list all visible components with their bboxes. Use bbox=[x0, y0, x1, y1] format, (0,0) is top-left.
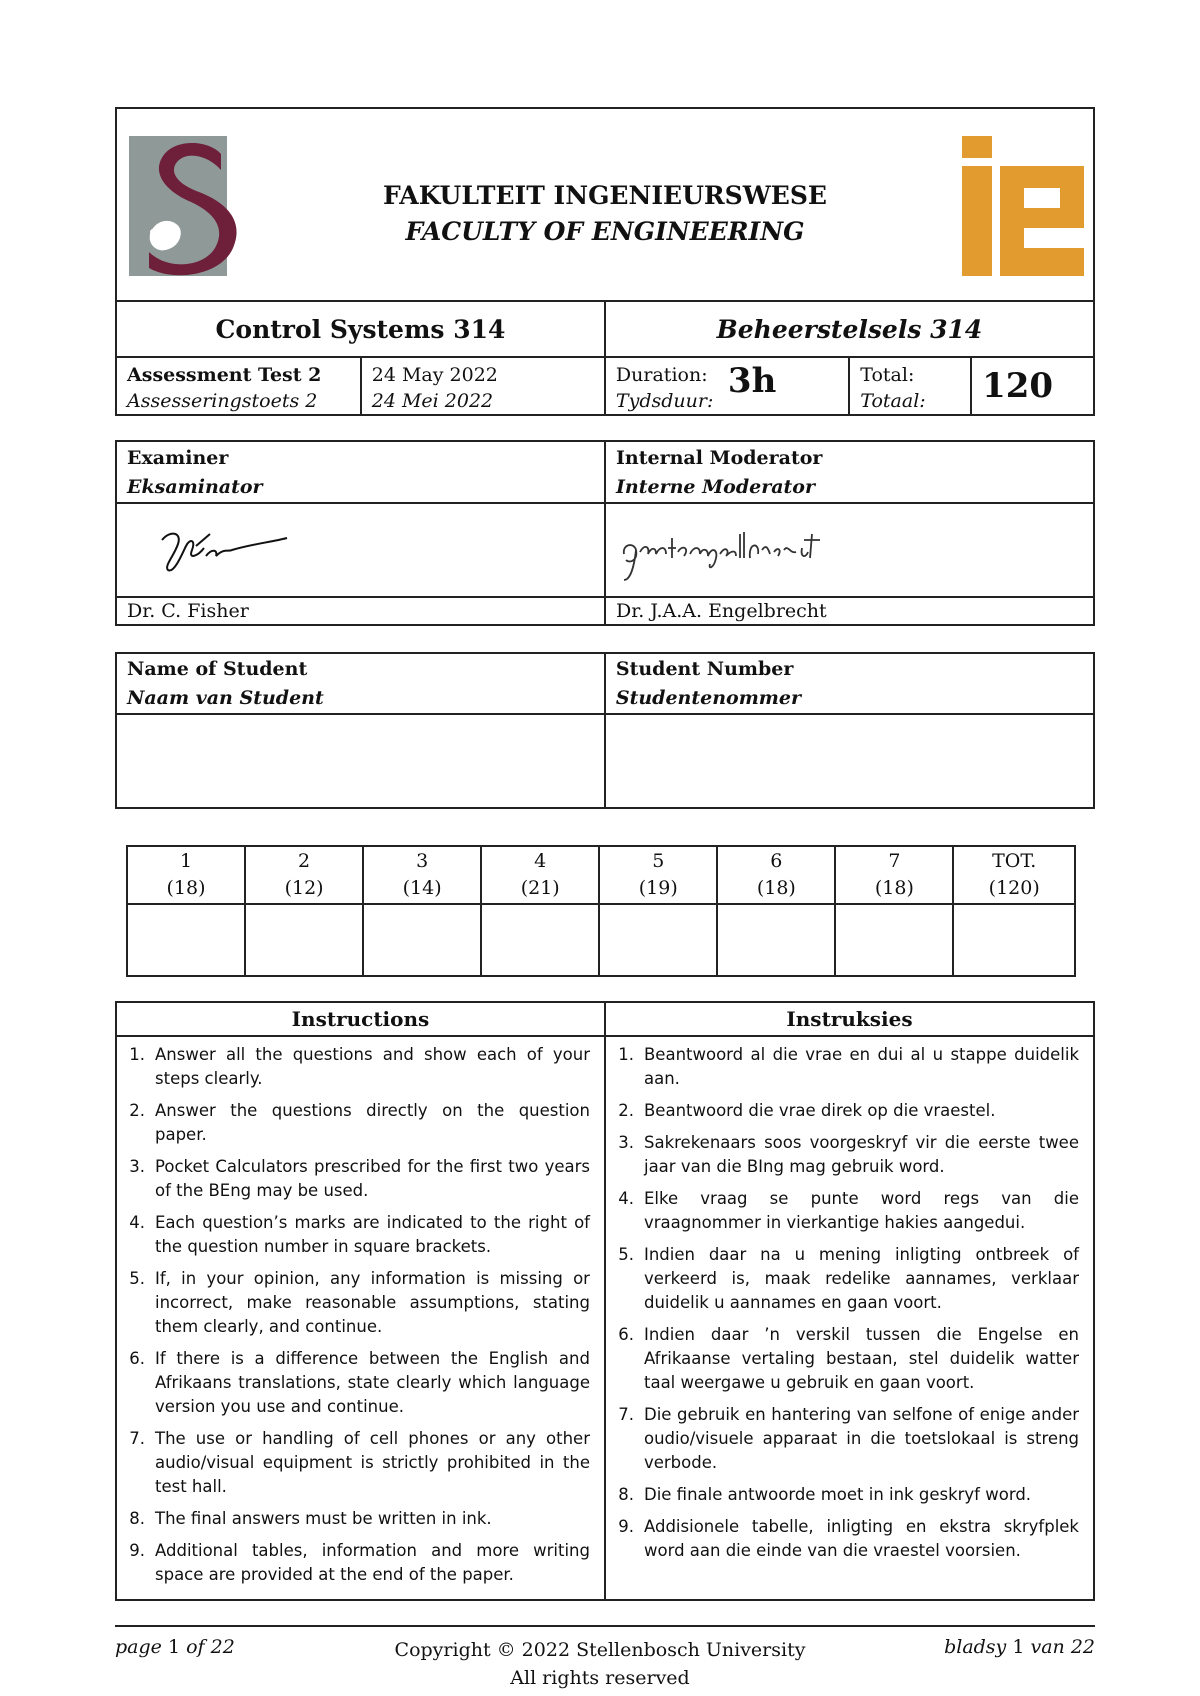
instruction-text: Beantwoord die vrae direk op die vraestel. bbox=[643, 1101, 996, 1120]
moderator-header bbox=[605, 441, 1094, 503]
instruction-number: 7. bbox=[618, 1405, 634, 1424]
instructions-list-en bbox=[117, 1039, 594, 1599]
question-number: 2 bbox=[298, 850, 311, 872]
question-number: 1 bbox=[179, 850, 193, 872]
total-label-en: Total: bbox=[860, 364, 915, 386]
instruction-number: 5. bbox=[618, 1245, 634, 1264]
date-en: 24 May 2022 bbox=[371, 364, 498, 386]
student-name-label-af: Naam van Student bbox=[127, 687, 324, 709]
page-num: 1 bbox=[167, 1636, 181, 1658]
moderator-label-en: Internal Moderator bbox=[616, 447, 823, 469]
instruction-number: 4. bbox=[618, 1189, 634, 1208]
instruction-text: Pocket Calculators prescribed for the first two years of the BEng may be used. bbox=[155, 1157, 590, 1200]
duration-label-af: Tydsduur: bbox=[615, 390, 714, 412]
instruction-number: 6. bbox=[618, 1325, 634, 1344]
marks-entry-q8[interactable] bbox=[953, 904, 1075, 976]
marks-table bbox=[126, 845, 1076, 977]
marks-header-q4 bbox=[481, 846, 599, 904]
duration-value: 3h bbox=[727, 361, 777, 401]
question-number: TOT. bbox=[992, 850, 1037, 872]
instructions-list-af bbox=[606, 1039, 1083, 1575]
instruction-item bbox=[117, 1347, 590, 1419]
bladsy-van: van 22 bbox=[1030, 1636, 1095, 1658]
examiner-label-af: Eksaminator bbox=[127, 476, 263, 498]
instruction-item bbox=[117, 1155, 590, 1203]
engineering-logo bbox=[962, 136, 1084, 276]
moderator-signature-cell bbox=[605, 503, 1094, 597]
instruction-item bbox=[606, 1403, 1079, 1475]
course-name-en: Control Systems 314 bbox=[116, 301, 605, 357]
faculty-title-en: FACULTY OF ENGINEERING bbox=[405, 217, 805, 246]
moderator-name: Dr. J.A.A. Engelbrecht bbox=[605, 597, 1094, 625]
instruction-item bbox=[606, 1515, 1079, 1563]
marks-header-q2 bbox=[245, 846, 363, 904]
instruction-number: 6. bbox=[129, 1349, 145, 1368]
instruction-item bbox=[117, 1211, 590, 1259]
question-max-marks: (18) bbox=[166, 877, 206, 899]
instruction-text: Addisionele tabelle, inligting en ekstra skryfplek word aan die einde van die vraestel voorsien. bbox=[643, 1517, 1079, 1560]
copyright bbox=[300, 1636, 900, 1692]
instructions-title-en: Instructions bbox=[116, 1002, 605, 1036]
instruction-item bbox=[606, 1099, 1079, 1123]
instruction-item bbox=[117, 1539, 590, 1587]
instruction-text: Indien daar ’n verskil tussen die Engelse en Afrikaanse vertaling bestaan, stel duidelik watter taal weergawe u gebruik en gaan voort. bbox=[643, 1325, 1079, 1392]
instructions-en-cell bbox=[116, 1036, 605, 1600]
page-number-af bbox=[944, 1636, 1095, 1658]
student-number-header bbox=[605, 653, 1094, 714]
marks-entry-q5[interactable] bbox=[599, 904, 717, 976]
marks-entry-q1[interactable] bbox=[127, 904, 245, 976]
instruction-number: 5. bbox=[129, 1269, 145, 1288]
instruction-text: Beantwoord al die vrae en dui al u stappe duidelik aan. bbox=[643, 1045, 1079, 1088]
question-max-marks: (18) bbox=[756, 877, 796, 899]
test-name-af: Assesseringstoets 2 bbox=[127, 390, 318, 412]
marks-entry-q6[interactable] bbox=[717, 904, 835, 976]
instructions-title-af: Instruksies bbox=[605, 1002, 1094, 1036]
moderator-signature bbox=[616, 524, 826, 584]
duration-cell bbox=[605, 357, 849, 415]
instruction-number: 7. bbox=[129, 1429, 145, 1448]
instruction-number: 2. bbox=[129, 1101, 145, 1120]
marks-entry-q3[interactable] bbox=[363, 904, 481, 976]
question-max-marks: (19) bbox=[638, 877, 678, 899]
student-number-label-en: Student Number bbox=[615, 658, 794, 680]
bladsy-num: 1 bbox=[1012, 1636, 1025, 1658]
student-number-field[interactable] bbox=[605, 714, 1094, 808]
instruction-text: If, in your opinion, any information is missing or incorrect, make reasonable assumptions, stating them clearly, and continue. bbox=[155, 1269, 590, 1336]
footer-rule bbox=[115, 1625, 1095, 1627]
page-word: page bbox=[115, 1636, 162, 1658]
instruction-text: Each question’s marks are indicated to the right of the question number in square brackets. bbox=[155, 1213, 590, 1256]
instruction-item bbox=[117, 1507, 590, 1531]
date-af: 24 Mei 2022 bbox=[371, 390, 494, 412]
instruction-text: The use or handling of cell phones or any other audio/visual equipment is strictly prohibited in the test hall. bbox=[155, 1429, 590, 1496]
question-number: 5 bbox=[652, 850, 665, 872]
instruction-item bbox=[117, 1427, 590, 1499]
marks-header-q3 bbox=[363, 846, 481, 904]
moderator-label-af: Interne Moderator bbox=[616, 476, 815, 498]
instruction-item bbox=[606, 1243, 1079, 1315]
instruction-item bbox=[606, 1131, 1079, 1179]
question-number: 4 bbox=[534, 850, 547, 872]
student-name-label-en: Name of Student bbox=[127, 658, 308, 680]
instructions-af-cell bbox=[605, 1036, 1094, 1600]
question-number: 3 bbox=[416, 850, 429, 872]
instruction-item bbox=[606, 1043, 1079, 1091]
student-name-field[interactable] bbox=[116, 714, 605, 808]
course-info-table bbox=[115, 300, 1095, 416]
question-max-marks: (21) bbox=[520, 877, 560, 899]
examiner-label-en: Examiner bbox=[127, 447, 229, 469]
marks-header-q5 bbox=[599, 846, 717, 904]
question-number: 6 bbox=[770, 850, 783, 872]
marks-entry-q2[interactable] bbox=[245, 904, 363, 976]
marks-header-row bbox=[127, 846, 1075, 904]
instruction-item bbox=[606, 1483, 1079, 1507]
copyright-text: Copyright © 2022 Stellenbosch University bbox=[394, 1639, 806, 1661]
instruction-text: Sakrekenaars soos voorgeskryf vir die eerste twee jaar van die BIng mag gebruik word. bbox=[643, 1133, 1079, 1176]
instructions-table bbox=[115, 1001, 1095, 1601]
marks-entry-row bbox=[127, 904, 1075, 976]
instruction-text: The final answers must be written in ink. bbox=[155, 1509, 492, 1528]
instruction-item bbox=[606, 1323, 1079, 1395]
instruction-text: Answer all the questions and show each of your steps clearly. bbox=[155, 1045, 590, 1088]
examiner-signature bbox=[152, 526, 292, 576]
student-table bbox=[115, 652, 1095, 809]
instruction-number: 8. bbox=[129, 1509, 145, 1528]
page-of: of 22 bbox=[186, 1636, 235, 1658]
staff-table bbox=[115, 440, 1095, 626]
instruction-number: 4. bbox=[129, 1213, 145, 1232]
instruction-number: 3. bbox=[618, 1133, 634, 1152]
marks-header-q6 bbox=[717, 846, 835, 904]
marks-entry-q7[interactable] bbox=[835, 904, 953, 976]
examiner-header bbox=[116, 441, 605, 503]
duration-label-en: Duration: bbox=[615, 364, 708, 386]
instruction-number: 8. bbox=[618, 1485, 634, 1504]
marks-header-q8 bbox=[953, 846, 1075, 904]
marks-entry-q4[interactable] bbox=[481, 904, 599, 976]
page-number-en bbox=[115, 1636, 235, 1658]
instruction-number: 2. bbox=[618, 1101, 634, 1120]
instruction-text: Indien daar na u mening inligting ontbreek of verkeerd is, maak redelike aannames, verklaar duidelik u aannames en gaan voort. bbox=[643, 1245, 1079, 1312]
instruction-number: 1. bbox=[129, 1045, 145, 1064]
instruction-number: 1. bbox=[618, 1045, 634, 1064]
student-number-label-af: Studentenommer bbox=[615, 687, 802, 709]
test-name-en: Assessment Test 2 bbox=[127, 364, 322, 386]
examiner-signature-cell bbox=[116, 503, 605, 597]
instruction-text: Die finale antwoorde moet in ink geskryf word. bbox=[643, 1485, 1032, 1504]
instruction-item bbox=[117, 1043, 590, 1091]
instruction-item bbox=[117, 1099, 590, 1147]
instruction-text: Additional tables, information and more writing space are provided at the end of the paper. bbox=[155, 1541, 590, 1584]
instruction-text: Die gebruik en hantering van selfone of enige ander oudio/visuele apparaat in die toetslokaal is streng verbode. bbox=[643, 1405, 1079, 1472]
instruction-number: 3. bbox=[129, 1157, 145, 1176]
date-cell bbox=[361, 357, 605, 415]
instruction-item bbox=[606, 1187, 1079, 1235]
question-number: 7 bbox=[888, 850, 901, 872]
instruction-number: 9. bbox=[129, 1541, 145, 1560]
total-label-af: Totaal: bbox=[860, 390, 926, 412]
instruction-text: If there is a difference between the English and Afrikaans translations, state clearly which language version you use and continue. bbox=[155, 1349, 590, 1416]
rights-text: All rights reserved bbox=[510, 1667, 690, 1689]
test-name-cell bbox=[116, 357, 361, 415]
examiner-name: Dr. C. Fisher bbox=[116, 597, 605, 625]
faculty-title-af: FAKULTEIT INGENIEURSWESE bbox=[383, 181, 827, 210]
marks-header-q1 bbox=[127, 846, 245, 904]
faculty-header bbox=[115, 107, 1095, 300]
total-label-cell bbox=[849, 357, 971, 415]
question-max-marks: (120) bbox=[988, 877, 1040, 899]
question-max-marks: (18) bbox=[874, 877, 914, 899]
question-max-marks: (14) bbox=[402, 877, 442, 899]
instruction-text: Elke vraag se punte word regs van die vraagnommer in vierkantige hakies aangedui. bbox=[643, 1189, 1079, 1232]
question-max-marks: (12) bbox=[284, 877, 324, 899]
instruction-number: 9. bbox=[618, 1517, 634, 1536]
student-name-header bbox=[116, 653, 605, 714]
total-value: 120 bbox=[971, 357, 1094, 415]
instruction-text: Answer the questions directly on the question paper. bbox=[155, 1101, 590, 1144]
marks-header-q7 bbox=[835, 846, 953, 904]
instruction-item bbox=[117, 1267, 590, 1339]
course-name-af: Beheerstelsels 314 bbox=[605, 301, 1094, 357]
bladsy-word: bladsy bbox=[944, 1636, 1007, 1658]
